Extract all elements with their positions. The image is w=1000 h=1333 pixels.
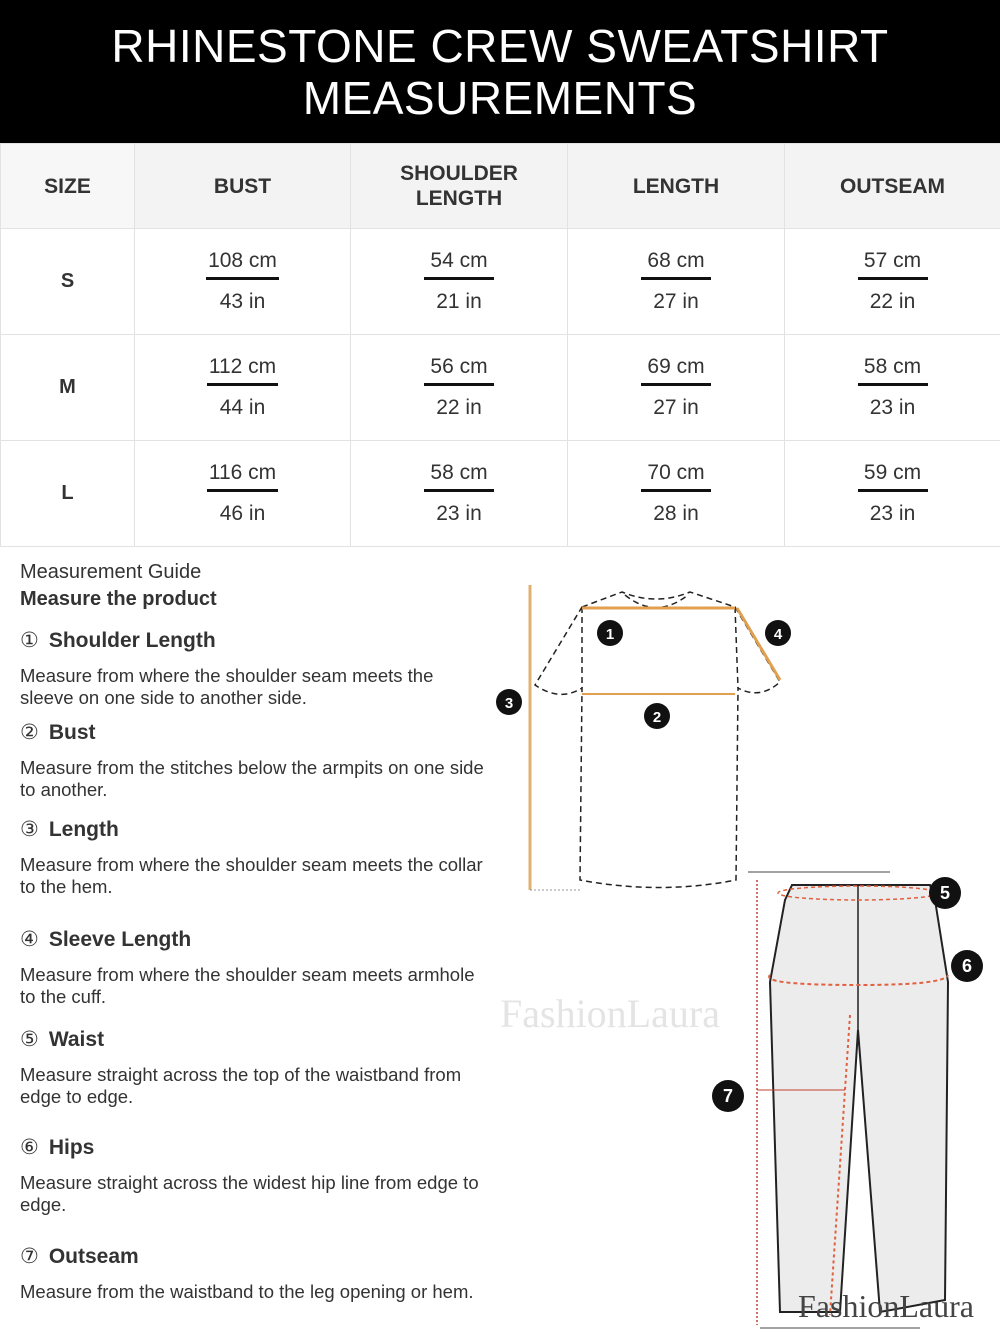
cm-value: 57 cm bbox=[858, 249, 928, 280]
guide-item-label: Waist bbox=[48, 1028, 105, 1051]
guide-item-number: ⑤ bbox=[20, 1028, 39, 1051]
cm-value: 58 cm bbox=[424, 461, 494, 492]
cm-value: 58 cm bbox=[858, 355, 928, 386]
marker-label: 1 bbox=[605, 626, 615, 643]
size-cell: L bbox=[1, 441, 135, 547]
cm-value: 112 cm bbox=[207, 355, 278, 386]
cm-value: 68 cm bbox=[641, 249, 711, 280]
in-value: 21 in bbox=[436, 290, 482, 313]
marker-3 bbox=[496, 689, 522, 715]
watermark-logo: FashionLaura bbox=[798, 1288, 974, 1324]
guide-item-label: Bust bbox=[48, 721, 96, 744]
cm-value: 69 cm bbox=[641, 355, 711, 386]
guide-item-desc: Measure from the stitches below the armpits on one side to another. bbox=[20, 757, 484, 800]
in-value: 23 in bbox=[869, 396, 916, 419]
pants-diagram bbox=[748, 872, 951, 1328]
guide-item-number: ① bbox=[20, 629, 39, 652]
guide-item-number: ③ bbox=[20, 818, 39, 841]
marker-6 bbox=[951, 950, 983, 982]
in-value: 28 in bbox=[653, 502, 699, 525]
marker-label: 6 bbox=[961, 956, 973, 976]
size-cell: M bbox=[1, 335, 135, 441]
marker-4 bbox=[765, 620, 791, 646]
marker-label: 4 bbox=[773, 626, 783, 643]
marker-label: 7 bbox=[722, 1086, 734, 1106]
header-size: SIZE bbox=[1, 144, 135, 229]
marker-1 bbox=[597, 620, 623, 646]
size-cell: S bbox=[1, 229, 135, 335]
guide-item-number: ④ bbox=[20, 928, 39, 951]
guide-item-desc: Measure from the waistband to the leg opening or hem. bbox=[20, 1281, 474, 1302]
in-value: 27 in bbox=[653, 396, 699, 419]
in-value: 46 in bbox=[219, 502, 266, 525]
guide-subtitle: Measure the product bbox=[20, 588, 217, 610]
cm-value: 56 cm bbox=[424, 355, 494, 386]
watermark: FashionLaura bbox=[500, 991, 720, 1036]
guide-item-desc: Measure from where the shoulder seam meets the sleeve on one side to another side. bbox=[20, 665, 434, 708]
guide-item-desc: Measure straight across the widest hip line from edge to edge. bbox=[20, 1172, 479, 1215]
guide-item-label: Shoulder Length bbox=[48, 629, 216, 652]
guide-item-label: Outseam bbox=[48, 1245, 139, 1268]
guide-item-desc: Measure from where the shoulder seam meets armhole to the cuff. bbox=[20, 964, 475, 1007]
guide-item-label: Hips bbox=[48, 1136, 95, 1159]
header-bust: BUST bbox=[135, 144, 351, 229]
guide-item-number: ② bbox=[20, 721, 39, 744]
in-value: 44 in bbox=[219, 396, 266, 419]
guide-item-label: Sleeve Length bbox=[48, 928, 192, 951]
title-line-1: RHINESTONE CREW SWEATSHIRT bbox=[111, 20, 889, 72]
in-value: 22 in bbox=[869, 290, 916, 313]
cm-value: 108 cm bbox=[206, 249, 279, 280]
cm-value: 70 cm bbox=[641, 461, 711, 492]
marker-2 bbox=[644, 703, 670, 729]
title-line-2: MEASUREMENTS bbox=[302, 72, 698, 124]
guide-item-desc: Measure straight across the top of the waistband from edge to edge. bbox=[20, 1064, 462, 1107]
guide-title: Measurement Guide bbox=[20, 561, 202, 583]
header-shoulder-length: SHOULDER LENGTH bbox=[351, 144, 568, 229]
in-value: 23 in bbox=[436, 502, 482, 525]
guide-item-label: Length bbox=[48, 818, 119, 841]
cm-value: 54 cm bbox=[424, 249, 494, 280]
in-value: 43 in bbox=[219, 290, 266, 313]
marker-5 bbox=[929, 877, 961, 909]
cm-value: 59 cm bbox=[858, 461, 928, 492]
guide-item-desc: Measure from where the shoulder seam meets the collar to the hem. bbox=[20, 854, 483, 897]
guide-item-number: ⑥ bbox=[20, 1136, 39, 1159]
in-value: 22 in bbox=[436, 396, 482, 419]
in-value: 23 in bbox=[869, 502, 916, 525]
marker-label: 3 bbox=[504, 695, 514, 712]
header-outseam: OUTSEAM bbox=[785, 144, 1000, 229]
guide-item-number: ⑦ bbox=[20, 1245, 39, 1268]
marker-7 bbox=[712, 1080, 744, 1112]
shirt-diagram bbox=[535, 592, 780, 888]
marker-label: 2 bbox=[652, 709, 662, 726]
in-value: 27 in bbox=[653, 290, 699, 313]
cm-value: 116 cm bbox=[207, 461, 278, 492]
header-length: LENGTH bbox=[568, 144, 785, 229]
marker-label: 5 bbox=[939, 883, 951, 903]
